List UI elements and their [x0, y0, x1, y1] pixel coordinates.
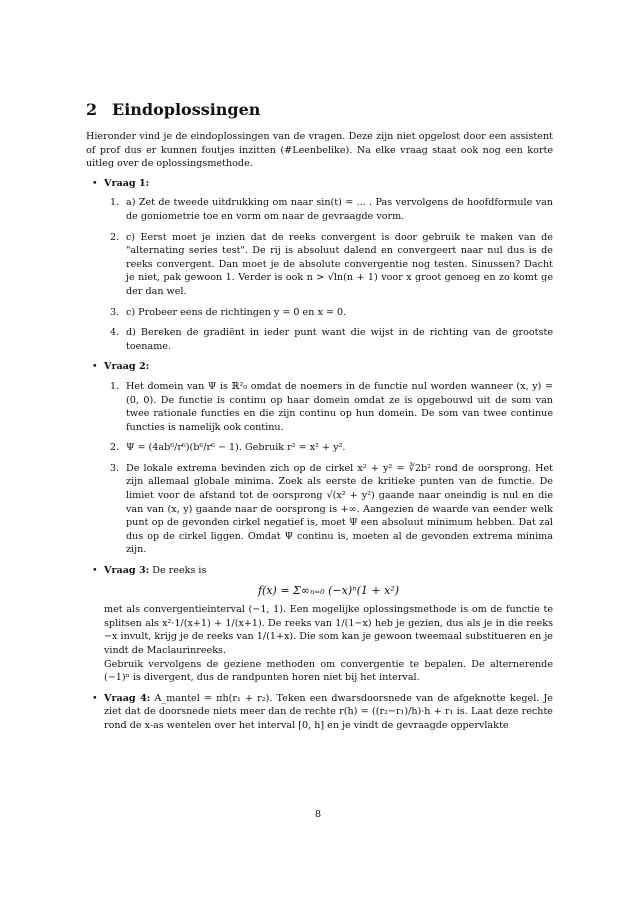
item-text: d) Bereken de gradiënt in ieder punt want die wijst in de richting van de grootste toename. — [126, 327, 553, 352]
item-text: a) Zet de tweede uitdrukking om naar sin(t) = ... . Pas vervolgens de hoofdformule van de goniometrie toe en vorm om naar de gevraagde vorm. — [126, 197, 553, 222]
vraag-1 — [86, 177, 553, 354]
vraag-4 — [86, 692, 553, 733]
item-number: 4. — [110, 327, 120, 339]
series-formula: f(x) = Σ∞ₙ₌₀ (−x)ⁿ(1 + x²) — [257, 583, 400, 597]
vraag-3 — [86, 564, 553, 685]
vraag-1-item — [104, 326, 553, 353]
section-heading — [86, 100, 553, 120]
page-content — [86, 100, 553, 740]
item-number: 2. — [110, 442, 120, 454]
item-number: 1. — [110, 197, 120, 209]
section-number: 2 — [86, 100, 98, 119]
vraag-2-items — [104, 380, 553, 557]
item-text: Ψ = (4ab⁶/r⁶)(b⁶/r⁶ − 1). Gebruik r² = x² + y². — [126, 442, 346, 454]
vraag-3-heading: Vraag 3: — [104, 565, 150, 577]
item-number: 3. — [110, 306, 120, 318]
item-text: c) Probeer eens de richtingen y = 0 en x = 0. — [126, 306, 347, 318]
vraag-2-heading: Vraag 2: — [104, 361, 150, 373]
intro-paragraph: Hieronder vind je de eindoplossingen van de vragen. Deze zijn niet opgelost door een assistent of prof dus er kunnen foutjes inzitten (#Leenbelike). Na elke vraag staat ook nog een korte uitleg over de oplossingsmethode. — [86, 131, 553, 170]
vraag-4-heading: Vraag 4: — [104, 692, 151, 704]
vraag-3-paragraph-2: Gebruik vervolgens de geziene methoden om convergentie te bepalen. De alternerende (−1)ⁿ is divergent, dus de randpunten horen niet bij het interval. — [104, 658, 553, 684]
item-number: 2. — [110, 231, 120, 243]
vraag-2 — [86, 360, 553, 557]
questions-list — [86, 177, 553, 733]
vraag-1-item — [104, 231, 553, 299]
vraag-4-text: A_mantel = πh(r₁ + r₂). Teken een dwarsdoorsnede van de afgeknotte kegel. Je ziet dat de doorsnede niets meer dan de rechte r(h) = ((r₂−r₁)/h)·h + r₁ is. Laat deze rechte rond de x-as wentelen over het interval [0, h] en je vindt de gevraagde oppervlakte — [104, 692, 553, 731]
item-number: 3. — [110, 462, 120, 474]
vraag-1-items — [104, 196, 553, 353]
vraag-1-heading: Vraag 1: — [104, 177, 150, 189]
page-number: 8 — [314, 809, 322, 820]
item-text: Het domein van Ψ is ℝ²₀ omdat de noemers in de functie nul worden wanneer (x, y) = (0, 0). De functie is continu op haar domein omdat ze is opgebouwd uit de som van twee rationale functies en die zijn continu op hun domein. De som van twee continue functies is namelijk ook continu. — [126, 380, 553, 433]
vraag-1-item — [104, 196, 553, 223]
vraag-2-item — [104, 441, 553, 455]
item-number: 1. — [110, 380, 120, 392]
vraag-2-item — [104, 462, 553, 557]
item-text: De lokale extrema bevinden zich op de cirkel x² + y² = ∛2b² rond de oorsprong. Het zijn allemaal globale minima. Zoek als eerste de kritieke punten van de functie. De limiet voor de afstand tot de oorsprong √(x² + y²) gaande naar oneindig is nul en die van van (x, y) gaande naar de oorsprong is +∞. Aangezien de waarde van eender welk punt op de gevonden cirkel negatief is, moet Ψ een absoluut minimum hebben. Dat zal dus op de cirkel liggen. Omdat Ψ continu is, moeten al de gevonden extrema minima zijn. — [126, 462, 553, 556]
item-text: c) Eerst moet je inzien dat de reeks convergent is door gebruik te maken van de "alternating series test". De rij is absoluut dalend en convergeert naar nul dus is de reeks convergent. Dan moet je de absolute convergentie nog testen. Sinussen? Dacht je niet, pak gewoon 1. Verder is ook n > √ln(n + 1) voor x groot genoeg en zo komt ge der dan wel. — [126, 231, 553, 297]
vraag-2-item — [104, 380, 553, 434]
section-title: Eindoplossingen — [112, 100, 261, 119]
vraag-1-item — [104, 306, 553, 320]
vraag-3-paragraph-1: met als convergentieinterval (−1, 1). Een mogelijke oplossingsmethode is om de functie te splitsen als x²·1/(x+1) + 1/(x+1). De reeks van 1/(1−x) heb je gezien, dus als je in die reeks −x invult, krijg je de reeks van 1/(1+x). Die som kan je gewoon tweemaal substitueren en je vindt de Maclaurinreeks. — [104, 604, 553, 656]
vraag-3-lead: De reeks is — [152, 565, 207, 577]
